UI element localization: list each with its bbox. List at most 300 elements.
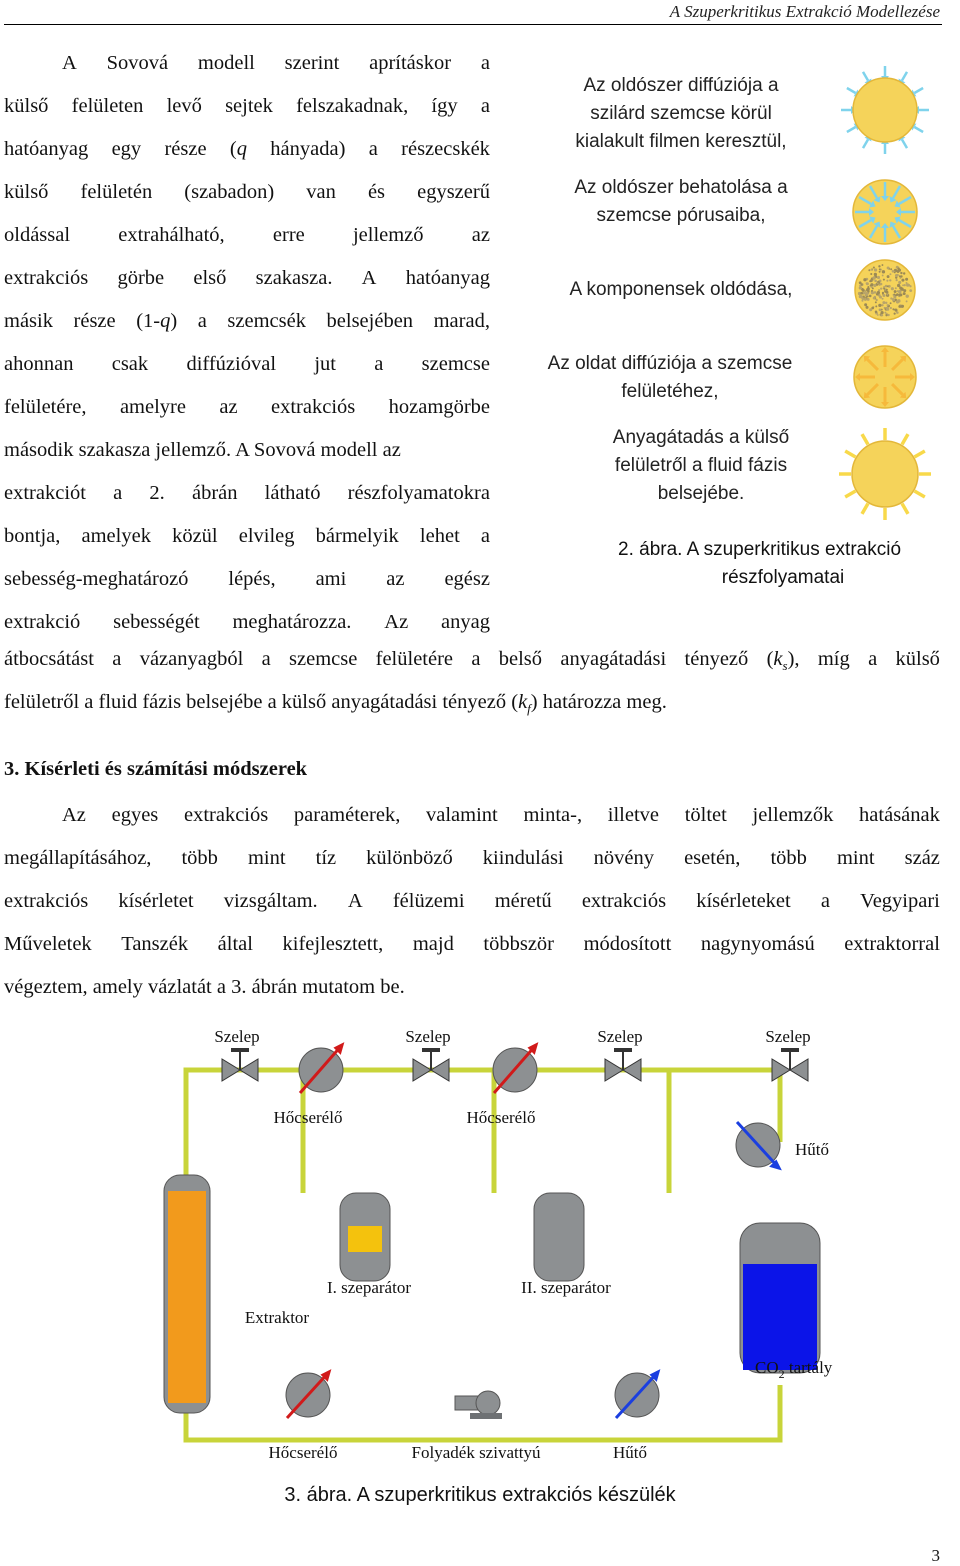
solute-dot (903, 292, 906, 295)
word: amelyek (81, 525, 151, 547)
word: Műveletek (4, 933, 92, 955)
solute-dot (903, 272, 905, 274)
left-paragraph-line (4, 429, 490, 472)
solute-dot (882, 298, 884, 300)
page-number: 3 (931, 1546, 940, 1565)
valve-4-label: Szelep (765, 1027, 811, 1046)
left-paragraph-line (4, 85, 490, 128)
solute-dot (892, 308, 894, 310)
word: diffúzióval (186, 353, 277, 375)
word: része (73, 310, 116, 332)
word: többször (483, 933, 555, 955)
solute-dot (869, 308, 872, 311)
stage-text-line: kialakult filmen keresztül, (575, 131, 787, 152)
cooler-2-label: Hűtő (613, 1443, 647, 1462)
word: végeztem, amely vázlatát a 3. ábrán mutatom be. (4, 976, 405, 998)
word: extrahálható, (118, 224, 225, 246)
word: külső (4, 181, 49, 203)
solute-dot (867, 298, 869, 300)
solute-dot (898, 294, 900, 296)
solute-dot (879, 308, 882, 311)
figure-3-caption: 3. ábra. A szuperkritikus extrakciós készülék (284, 1484, 676, 1506)
word: mint (247, 847, 286, 869)
word: A (361, 267, 377, 289)
cooler-2 (615, 1372, 659, 1418)
word: fázis (142, 691, 182, 713)
word: meg. (626, 691, 667, 713)
word: látható (264, 482, 321, 504)
word: szemcse (289, 648, 358, 670)
body-line-2 (4, 691, 940, 717)
word: átbocsátást (4, 648, 94, 670)
word: szakasza. (255, 267, 333, 289)
particle-dissolution (855, 260, 915, 320)
solute-dot (882, 270, 885, 273)
solute-dot (909, 285, 911, 287)
left-paragraph-line (4, 300, 490, 343)
solute-dot (896, 311, 899, 314)
solute-dot (898, 269, 901, 272)
solute-dot (892, 299, 895, 302)
solute-dot (905, 278, 908, 281)
co2-tank-label: $CO_2$ tartály (755, 1358, 833, 1381)
solute-dot (880, 287, 882, 289)
left-paragraph-line (4, 42, 490, 85)
solute-dot (874, 268, 877, 271)
word: másik (4, 310, 53, 332)
solute-dot (864, 298, 867, 301)
word: felszakadnak, (296, 95, 409, 117)
solute-dot (873, 266, 875, 268)
solute-dot (879, 296, 882, 299)
word: hatóanyag (405, 267, 490, 289)
word: kiindulási (482, 847, 564, 869)
word: (1-q) (136, 310, 178, 332)
solute-dot (886, 289, 888, 291)
film-arrow (902, 139, 907, 148)
solute-dot (859, 295, 862, 298)
transfer-ray (862, 503, 868, 513)
solute-dot (875, 301, 877, 303)
solute-dot (878, 265, 880, 267)
word: hatóanyag (4, 138, 89, 160)
solute-dot (883, 288, 885, 290)
left-paragraph-line (4, 257, 490, 300)
solute-dot (879, 271, 881, 273)
left-paragraph-line (4, 386, 490, 429)
solute-dot (906, 300, 908, 302)
film-arrow (863, 139, 868, 148)
word: a (820, 890, 830, 912)
cooler-1-label: Hűtő (795, 1140, 829, 1159)
solute-dot (900, 272, 902, 274)
word: megállapításához, (4, 847, 152, 869)
solute-dot (906, 294, 909, 297)
solute-dot (901, 279, 904, 282)
figure-2-caption-line1: 2. ábra. A szuperkritikus extrakció (618, 539, 902, 560)
word: így (431, 95, 458, 117)
word: jellemzők (752, 804, 834, 826)
left-paragraph-line (4, 343, 490, 386)
solute-dot (890, 297, 892, 299)
methods-line (4, 933, 940, 956)
heat-exchanger-3-label: Hőcserélő (268, 1443, 338, 1462)
word: különböző (366, 847, 453, 869)
solute-dot (891, 287, 894, 290)
particle-film-diffusion (841, 66, 929, 154)
word: vázanyagból (139, 648, 244, 670)
solute-dot (890, 268, 892, 270)
solute-dot (898, 305, 901, 308)
word: félüzemi (392, 890, 465, 912)
methods-line (62, 804, 940, 827)
solute-dot (885, 302, 887, 304)
word: egész (444, 568, 490, 590)
solute-dot (882, 264, 884, 266)
word: jut (314, 353, 336, 375)
word: modell (197, 52, 255, 74)
solute-dot (873, 284, 876, 287)
solute-dot (866, 306, 869, 309)
word: görbe (117, 267, 165, 289)
word: esetén, (684, 847, 741, 869)
word: extrakciós (4, 890, 89, 912)
solute-dot (896, 279, 898, 281)
solute-dot (870, 283, 873, 286)
solute-dot (870, 273, 872, 275)
word: a (368, 138, 378, 160)
word: ábrán (191, 482, 238, 504)
solute-dot (872, 287, 874, 289)
solute-dot (897, 290, 899, 292)
word: sebességét (113, 611, 200, 633)
word: vizsgáltam. (223, 890, 318, 912)
word: a (113, 482, 123, 504)
stage-text-line: Anyagátadás a külső (612, 427, 790, 448)
solute-dot (884, 312, 886, 314)
word: hozamgörbe (388, 396, 490, 418)
stage-4-text (518, 350, 822, 406)
valve-2 (413, 1048, 449, 1081)
cooler-1 (736, 1122, 780, 1168)
liquid-pump (455, 1391, 502, 1419)
solute-dot (864, 303, 867, 306)
word: tényező (684, 648, 749, 670)
solute-dot (874, 291, 877, 294)
word: extrakciós (271, 396, 356, 418)
solute-dot (900, 287, 903, 290)
word: Az (62, 804, 86, 826)
word: nagynyomású (700, 933, 815, 955)
word: bármelyik (315, 525, 399, 547)
header-rule (4, 24, 942, 25)
word: külső (895, 648, 940, 670)
word: ahonnan (4, 353, 74, 375)
word: extrakciós (581, 890, 667, 912)
word: első (193, 267, 227, 289)
extractor-label: Extraktor (244, 1308, 310, 1327)
solute-dot (861, 283, 863, 285)
running-title: A Szuperkritikus Extrakció Modellezése (669, 2, 940, 21)
film-arrow (847, 88, 856, 93)
word: extrakciós (4, 267, 89, 289)
film-arrow (902, 72, 907, 81)
heat-exchanger-3 (286, 1372, 330, 1418)
word: a (480, 95, 490, 117)
solute-dot (882, 275, 884, 277)
word: szemcsék (227, 310, 306, 332)
solute-dot (887, 304, 889, 306)
word: Tanszék (121, 933, 189, 955)
word: A (347, 890, 363, 912)
word: belsejében (326, 310, 414, 332)
solute-dot (875, 310, 878, 313)
solute-dot (878, 304, 881, 307)
left-paragraph-line (4, 171, 490, 214)
heat-exchanger-2 (493, 1045, 537, 1093)
methods-line (4, 976, 940, 999)
particle-mass-transfer (839, 428, 931, 520)
word: aprításkor (369, 52, 452, 74)
word: erre (272, 224, 305, 246)
solute-dot (861, 300, 863, 302)
solute-dot (867, 290, 870, 293)
solute-dot (866, 296, 868, 298)
left-paragraph-line (4, 558, 490, 601)
solute-dot (880, 314, 883, 317)
solute-dot (886, 280, 888, 282)
word: illetve (607, 804, 659, 826)
stage-3-text (540, 276, 822, 304)
word: határozza (542, 691, 622, 713)
word: extrakciós (183, 804, 269, 826)
word: míg (817, 648, 850, 670)
word: a (261, 648, 271, 670)
word: fluid (98, 691, 138, 713)
solute-dot (898, 281, 901, 284)
film-arrow (914, 127, 923, 132)
word: egyes (111, 804, 159, 826)
word: elvileg (238, 525, 295, 547)
figure-3-apparatus (0, 1015, 960, 1475)
word: Sovová (106, 52, 169, 74)
valve-3 (605, 1048, 641, 1081)
word: paraméterek, (293, 804, 401, 826)
word: a (868, 648, 878, 670)
word: az (386, 568, 405, 590)
word: (q (229, 138, 247, 160)
solute-dot (897, 284, 900, 287)
solute-dot (890, 307, 892, 309)
word: az (471, 224, 490, 246)
solute-dot (881, 304, 883, 306)
word: második szakasza jellemző. A Sovová modell az (4, 439, 401, 461)
word: meghatározza. (232, 611, 352, 633)
transfer-ray (902, 434, 908, 444)
solute-dot (895, 287, 897, 289)
separator-2 (534, 1193, 584, 1281)
solute-dot (889, 279, 891, 281)
word: a (471, 648, 481, 670)
solute-dot (887, 275, 890, 278)
solute-dot (874, 280, 877, 283)
word: lépés, (228, 568, 276, 590)
left-paragraph-line (4, 214, 490, 257)
left-paragraph-line (4, 472, 490, 515)
word: tényező (442, 691, 507, 713)
solute-dot (887, 285, 889, 287)
solute-dot (872, 276, 875, 279)
solute-dot (873, 297, 876, 300)
solute-dot (868, 269, 870, 271)
valve-3-label: Szelep (597, 1027, 643, 1046)
solute-dot (894, 309, 897, 312)
word: levő (166, 95, 202, 117)
separator-1-label: I. szeparátor (326, 1278, 412, 1297)
word: méretű (494, 890, 552, 912)
separator-2-label: II. szeparátor (521, 1278, 611, 1297)
solute-dot (885, 307, 888, 310)
methods-line (4, 890, 940, 913)
valve-2-label: Szelep (405, 1027, 451, 1046)
word: külső (281, 691, 327, 713)
word: sejtek (225, 95, 273, 117)
transfer-ray (862, 434, 868, 444)
solute-dot (875, 305, 877, 307)
word: kifejlesztett, (282, 933, 384, 955)
stage-text-line: A komponensek oldódása, (569, 279, 793, 300)
word: amelyre (119, 396, 186, 418)
film-arrow (914, 88, 923, 93)
word: 2. (149, 482, 165, 504)
solute-dot (887, 266, 890, 269)
stage-text-line: felületéhez, (621, 381, 719, 402)
particle-diffusion-to-surface (854, 346, 916, 408)
film-arrow (863, 72, 868, 81)
word: hatásának (859, 804, 940, 826)
word: a (480, 52, 490, 74)
word: a (112, 648, 122, 670)
word: extraktorral (844, 933, 940, 955)
word: száz (904, 847, 940, 869)
word: jellemző (352, 224, 424, 246)
solute-dot (879, 268, 881, 270)
word: mint (836, 847, 875, 869)
solute-dot (909, 289, 912, 292)
solute-dot (877, 282, 879, 284)
word: felületen (71, 95, 144, 117)
solute-dot (894, 313, 896, 315)
word: felületén (80, 181, 153, 203)
valve-1-label: Szelep (214, 1027, 260, 1046)
heat-exchanger-1-label: Hőcserélő (273, 1108, 343, 1127)
particle-pore-penetration (853, 180, 917, 244)
word: kísérleteket (696, 890, 791, 912)
word: növény (593, 847, 655, 869)
word: bontja, (4, 525, 61, 547)
solute-dot (877, 276, 880, 279)
word: sebesség-meghatározó (4, 568, 189, 590)
word: extrakció (4, 611, 81, 633)
solute-dot (903, 289, 906, 292)
stage-1-text (540, 72, 822, 156)
solute-dot (872, 292, 874, 294)
transfer-ray (914, 451, 924, 457)
word: anyag (441, 611, 490, 633)
figure-2-caption (618, 536, 958, 592)
solute-dot (869, 295, 872, 298)
solute-dot (883, 279, 885, 281)
word: részfolyamatokra (347, 482, 490, 504)
word: majd (412, 933, 454, 955)
solute-dot (871, 269, 873, 271)
solute-dot (887, 314, 889, 316)
solute-dot (882, 301, 885, 304)
stage-text-line: Az oldat diffúziója a szemcse (547, 353, 793, 374)
word: módosított (583, 933, 672, 955)
word: (szabadon) (184, 181, 275, 203)
methods-line (4, 847, 940, 870)
word: a (267, 691, 277, 713)
stage-text-line: Az oldószer behatolása a (574, 177, 788, 198)
solute-dot (882, 292, 884, 294)
solute-dot (890, 302, 892, 304)
word: felületére (375, 648, 454, 670)
pump-label: Folyadék szivattyú (411, 1443, 541, 1462)
word: szerint (284, 52, 340, 74)
solute-dot (866, 282, 869, 285)
word: ami (315, 568, 347, 590)
left-paragraph-line (4, 515, 490, 558)
heat-exchanger-1 (299, 1045, 343, 1093)
transfer-ray (845, 451, 855, 457)
solute-dot (895, 269, 898, 272)
word: oldással (4, 224, 71, 246)
transfer-ray (914, 491, 924, 497)
stage-text-line: felületről a fluid fázis (614, 455, 788, 476)
word: extrakciót (4, 482, 86, 504)
solute-dot (899, 275, 901, 277)
left-paragraph-line (4, 601, 490, 644)
solute-dot (904, 284, 906, 286)
word: tíz (315, 847, 337, 869)
word: felületről (4, 691, 80, 713)
stage-text-line: szilárd szemcse körül (590, 103, 772, 124)
separator-1 (340, 1193, 390, 1281)
word: által (217, 933, 253, 955)
valve-4 (772, 1048, 808, 1081)
stage-2-text (540, 174, 822, 230)
word: Vegyipari (860, 890, 940, 912)
solute-dot (895, 294, 897, 296)
extractor (164, 1175, 210, 1413)
word: $(k_s)$, (766, 648, 800, 674)
solute-dot (877, 314, 879, 316)
transfer-ray (902, 503, 908, 513)
word: több (181, 847, 218, 869)
solute-dot (897, 299, 900, 302)
solute-dot (876, 299, 878, 301)
word: csak (111, 353, 149, 375)
co2-tank (740, 1223, 820, 1373)
solute-dot (869, 280, 871, 282)
stage-text-line: belsejébe. (657, 483, 745, 504)
stage-5-text (580, 424, 822, 508)
word: a (480, 525, 490, 547)
word: Az (384, 611, 409, 633)
word: belsejébe (186, 691, 263, 713)
solute-dot (885, 314, 887, 316)
